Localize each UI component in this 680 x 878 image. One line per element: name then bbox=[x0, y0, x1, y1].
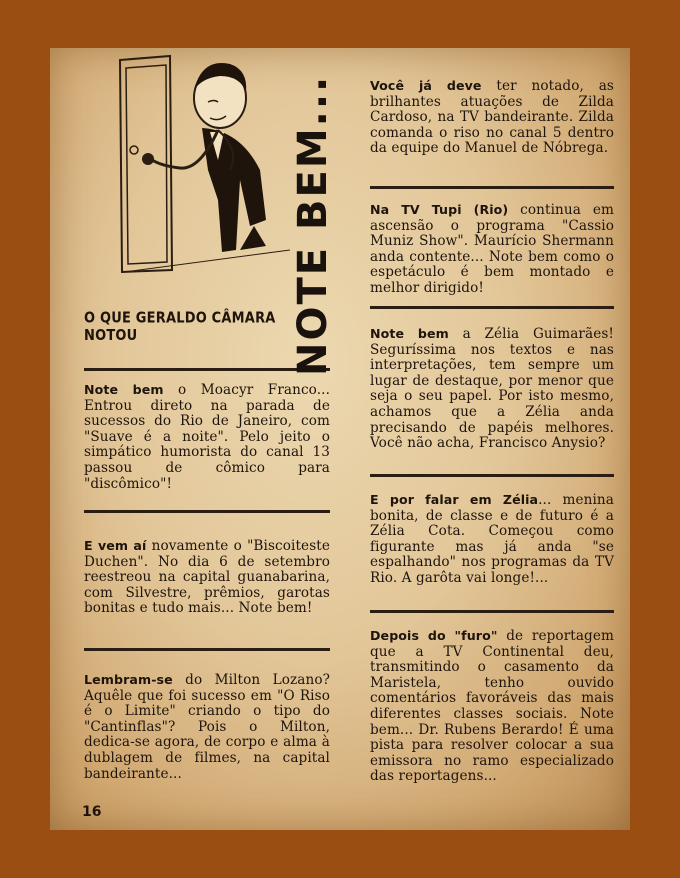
news-item-lead: E por falar em Zélia bbox=[370, 492, 539, 507]
news-item-text: de reportagem que a TV Continental deu, transmitindo o casamento da Maristela, tenho ouvido comentários favoráveis das mais diferentes classes sociais. Note bem... Dr. Rubens Berardo! É uma pista para resolver colocar a sua emissora no ramo especializado das reportagens... bbox=[370, 628, 614, 785]
news-item bbox=[370, 78, 614, 157]
magazine-page bbox=[50, 48, 630, 830]
news-item bbox=[370, 202, 614, 297]
page-title: NOTE BEM... bbox=[290, 74, 336, 376]
news-item-text: novamente o "Biscoiteste Duchen". No dia 6 de setembro reestreou na capital guanabarina, com Silvestre, prêmios, garotas bonitas e tudo mais... Note bem! bbox=[84, 538, 330, 617]
divider bbox=[370, 186, 614, 189]
news-item-lead: Note bem bbox=[370, 326, 449, 341]
news-item bbox=[84, 672, 330, 782]
divider bbox=[84, 648, 330, 651]
news-item-lead: Na TV Tupi (Rio) bbox=[370, 202, 509, 217]
divider bbox=[84, 510, 330, 513]
news-item bbox=[84, 538, 330, 617]
news-item-text: continua em ascensão o programa "Cassio Muniz Show". Maurício Shermann anda contente... Note bem como o espetáculo é bem montado e melhor dirigido! bbox=[370, 202, 614, 296]
news-item-lead: Você já deve bbox=[370, 78, 482, 93]
news-item-lead: Note bem bbox=[84, 382, 164, 397]
news-item bbox=[370, 492, 614, 587]
news-item-text: ter notado, as brilhantes atuações de Zilda Cardoso, na TV bandeirante. Zilda comanda o riso no canal 5 dentro da equipe do Manuel de Nóbrega. bbox=[370, 78, 614, 157]
page-number: 16 bbox=[82, 804, 102, 820]
news-item bbox=[370, 326, 614, 452]
cartoon-man-listening-at-door-icon bbox=[90, 50, 290, 280]
news-item bbox=[84, 382, 330, 492]
news-item-text: ... menina bonita, de classe e de futuro é a Zélia Cota. Começou como figurante mas já anda "se espalhando" nos programas da TV Rio. A garôta vai longe!... bbox=[370, 492, 614, 586]
news-item-text: o Moacyr Franco... Entrou direto na parada de sucessos do Rio de Janeiro, com "Suave é a noite". Pelo jeito o simpático humorista do canal 13 passou de cômico para "discômico"! bbox=[84, 382, 330, 492]
divider bbox=[370, 474, 614, 477]
right-column bbox=[370, 48, 614, 830]
news-item bbox=[370, 628, 614, 785]
news-item-lead: Lembram-se bbox=[84, 672, 173, 687]
divider bbox=[370, 610, 614, 613]
divider bbox=[370, 306, 614, 309]
news-item-lead: Depois do "furo" bbox=[370, 628, 498, 643]
news-item-text: a Zélia Guimarães! Seguríssima nos textos e nas interpretações, tem sempre um lugar de destaque, por menor que seja o seu papel. Por isto mesmo, achamos que a Zélia anda precisando de papéis melhores. Você não acha, Francisco Anysio? bbox=[370, 326, 614, 452]
news-item-lead: E vem aí bbox=[84, 538, 147, 553]
news-item-text: do Milton Lozano? Aquêle que foi sucesso em "O Riso é o Limite" criando o tipo do "Cantinflas"? Pois o Milton, dedica-se agora, de corpo e alma à dublagem de filmes, na capital bandeirante... bbox=[84, 672, 330, 782]
byline: O QUE GERALDO CÂMARA NOTOU bbox=[84, 310, 276, 345]
